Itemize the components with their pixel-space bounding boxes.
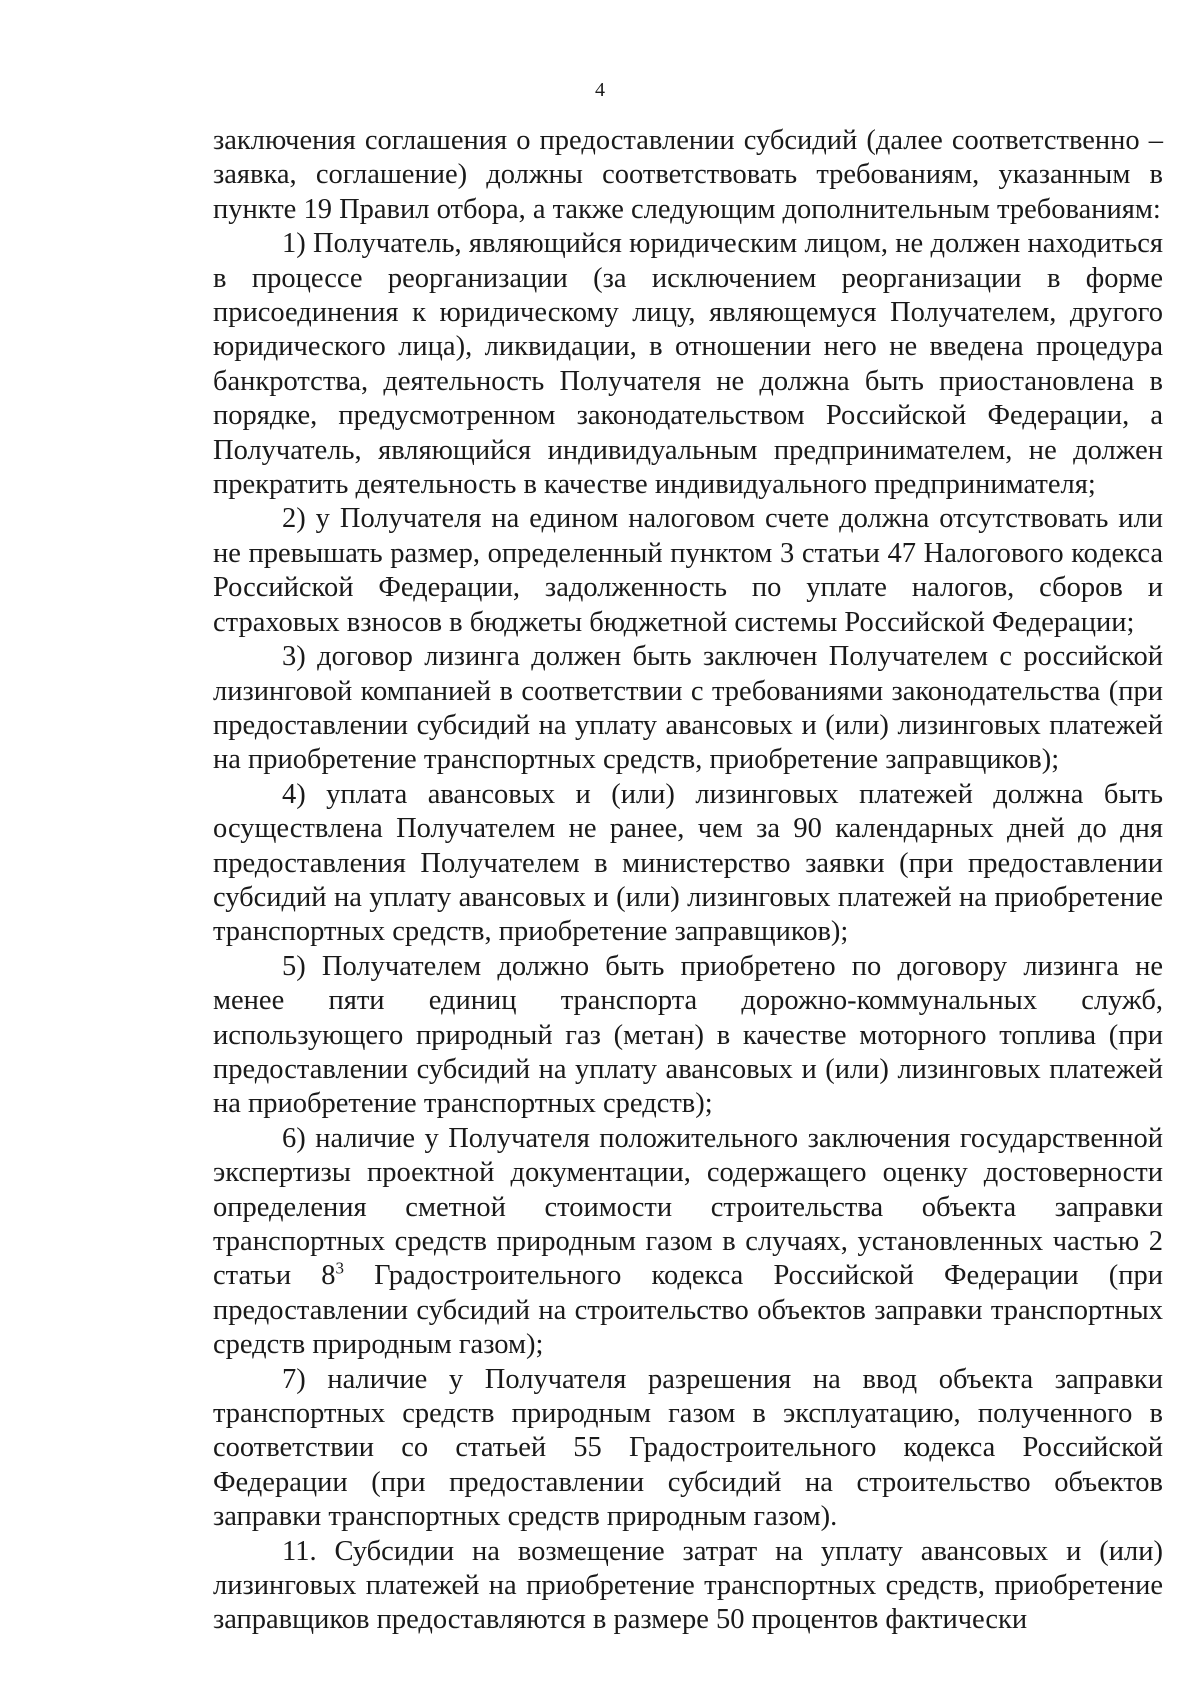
paragraph-intro: заключения соглашения о предоставлении субсидий (далее соответственно – заявка, соглашение) должны соответствовать требованиям, указанным в пункте 19 Правил отбора, а также следующим дополнительным требованиям:: [213, 125, 1163, 225]
paragraph-item-5: 5) Получателем должно быть приобретено по договору лизинга не менее пяти единиц транспорта дорожно-коммунальных служб, использующего природный газ (метан) в качестве моторного топлива (при предоставлении субсидий на уплату авансовых и (или) лизинговых платежей на приобретение транспортных средств);: [213, 950, 1163, 1120]
paragraph-item-3: 3) договор лизинга должен быть заключен Получателем с российской лизинговой компанией в соответствии с требованиями законодательства (при предоставлении субсидий на уплату авансовых и (или) лизинговых платежей на приобретение транспортных средств, приобретение заправщиков);: [213, 641, 1163, 776]
superscript-article-number: 3: [335, 1258, 344, 1278]
paragraph-section-11: 11. Субсидии на возмещение затрат на уплату авансовых и (или) лизинговых платежей на приобретение транспортных средств, приобретение заправщиков предоставляются в размере 50 процентов фактически: [213, 1535, 1163, 1636]
paragraph-item-2: 2) у Получателя на едином налоговом счете должна отсутствовать или не превышать размер, определенный пунктом 3 статьи 47 Налогового кодекса Российской Федерации, задолженность по уплате налогов, сборов и страховых взносов в бюджеты бюджетной системы Российской Федерации;: [213, 503, 1163, 638]
paragraph-item-6-text-end: Градостроительного кодекса Российской Федерации (при предоставлении субсидий на строительство объектов заправки транспортных средств природным газом);: [213, 1260, 1164, 1361]
paragraph-item-1: 1) Получатель, являющийся юридическим лицом, не должен находиться в процессе реорганизации (за исключением реорганизации в форме присоединения к юридическому лицу, являющемуся Получателем, другого юридического лица), ликвидации, в отношении него не введена процедура банкротства, деятельность Получателя не должна быть приостановлена в порядке, предусмотренном законодательством Российской Федерации, а Получатель, являющийся индивидуальным предпринимателем, не должен прекратить деятельность в качестве индивидуального предпринимателя;: [213, 228, 1163, 501]
paragraph-item-7: 7) наличие у Получателя разрешения на ввод объекта заправки транспортных средств природным газом в эксплуатацию, полученного в соответствии со статьей 55 Градостроительного кодекса Российской Федерации (при предоставлении субсидий на строительство объектов заправки транспортных средств природным газом).: [213, 1363, 1163, 1533]
page-number: 4: [595, 79, 605, 101]
paragraph-item-6-text-start: 6) наличие у Получателя положительного заключения государственной экспертизы проектной документации, содержащего оценку достоверности определения сметной стоимости строительства объекта заправки транспортных средств природным газом в случаях, установленных частью 2 статьи 8: [213, 1122, 1163, 1292]
document-body: [213, 124, 1163, 1638]
paragraph-item-6: [213, 1122, 1163, 1363]
paragraph-item-4: 4) уплата авансовых и (или) лизинговых платежей должна быть осуществлена Получателем не ранее, чем за 90 календарных дней до дня предоставления Получателем в министерство заявки (при предоставлении субсидий на уплату авансовых и (или) лизинговых платежей на приобретение транспортных средств, приобретение заправщиков);: [213, 778, 1163, 948]
